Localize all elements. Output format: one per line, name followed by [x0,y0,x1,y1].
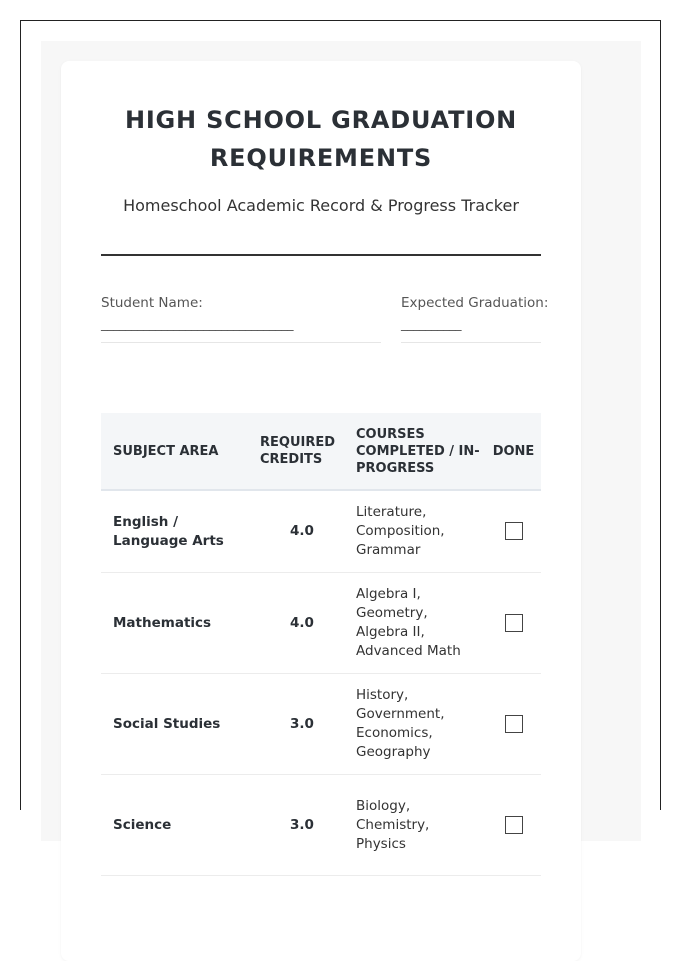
expected-graduation-label: Expected Graduation: [401,295,549,311]
page-subtitle: Homeschool Academic Record & Progress Tracker [123,196,519,215]
done-checkbox[interactable] [505,614,523,632]
table-row [101,573,541,674]
requirements-table [101,413,541,876]
table-header-row [101,413,541,490]
credits-cell: 3.0 [254,775,350,876]
done-cell [486,573,541,674]
student-name-field[interactable]: ________________________________ [101,317,293,332]
student-name-underline [101,342,381,343]
subject-cell: English / Language Arts [101,490,254,573]
table-row [101,674,541,775]
credits-cell: 3.0 [254,674,350,775]
table-row [101,490,541,573]
expected-graduation-field[interactable]: __________ [401,317,461,332]
courses-cell: History, Government, Economics, Geography [350,674,486,775]
done-cell [486,674,541,775]
courses-cell: Algebra I, Geometry, Algebra II, Advanced Math [350,573,486,674]
table-row [101,775,541,876]
expected-graduation-underline [401,342,541,343]
header-done: DONE [486,413,541,490]
student-name-label: Student Name: [101,295,203,311]
header-required-credits: REQUIRED CREDITS [254,413,350,490]
title-divider [101,254,541,256]
document-frame [20,20,661,852]
done-checkbox[interactable] [505,816,523,834]
subject-cell: Social Studies [101,674,254,775]
done-cell [486,490,541,573]
subject-cell: Science [101,775,254,876]
done-checkbox[interactable] [505,522,523,540]
courses-cell: Biology, Chemistry, Physics [350,775,486,876]
credits-cell: 4.0 [254,490,350,573]
credits-cell: 4.0 [254,573,350,674]
document-card [61,61,581,961]
page-title: HIGH SCHOOL GRADUATION REQUIREMENTS [124,106,518,172]
header-courses: COURSES COMPLETED / IN-PROGRESS [350,413,486,490]
done-cell [486,775,541,876]
done-checkbox[interactable] [505,715,523,733]
header-subject-area: SUBJECT AREA [101,413,254,490]
subject-cell: Mathematics [101,573,254,674]
courses-cell: Literature, Composition, Grammar [350,490,486,573]
